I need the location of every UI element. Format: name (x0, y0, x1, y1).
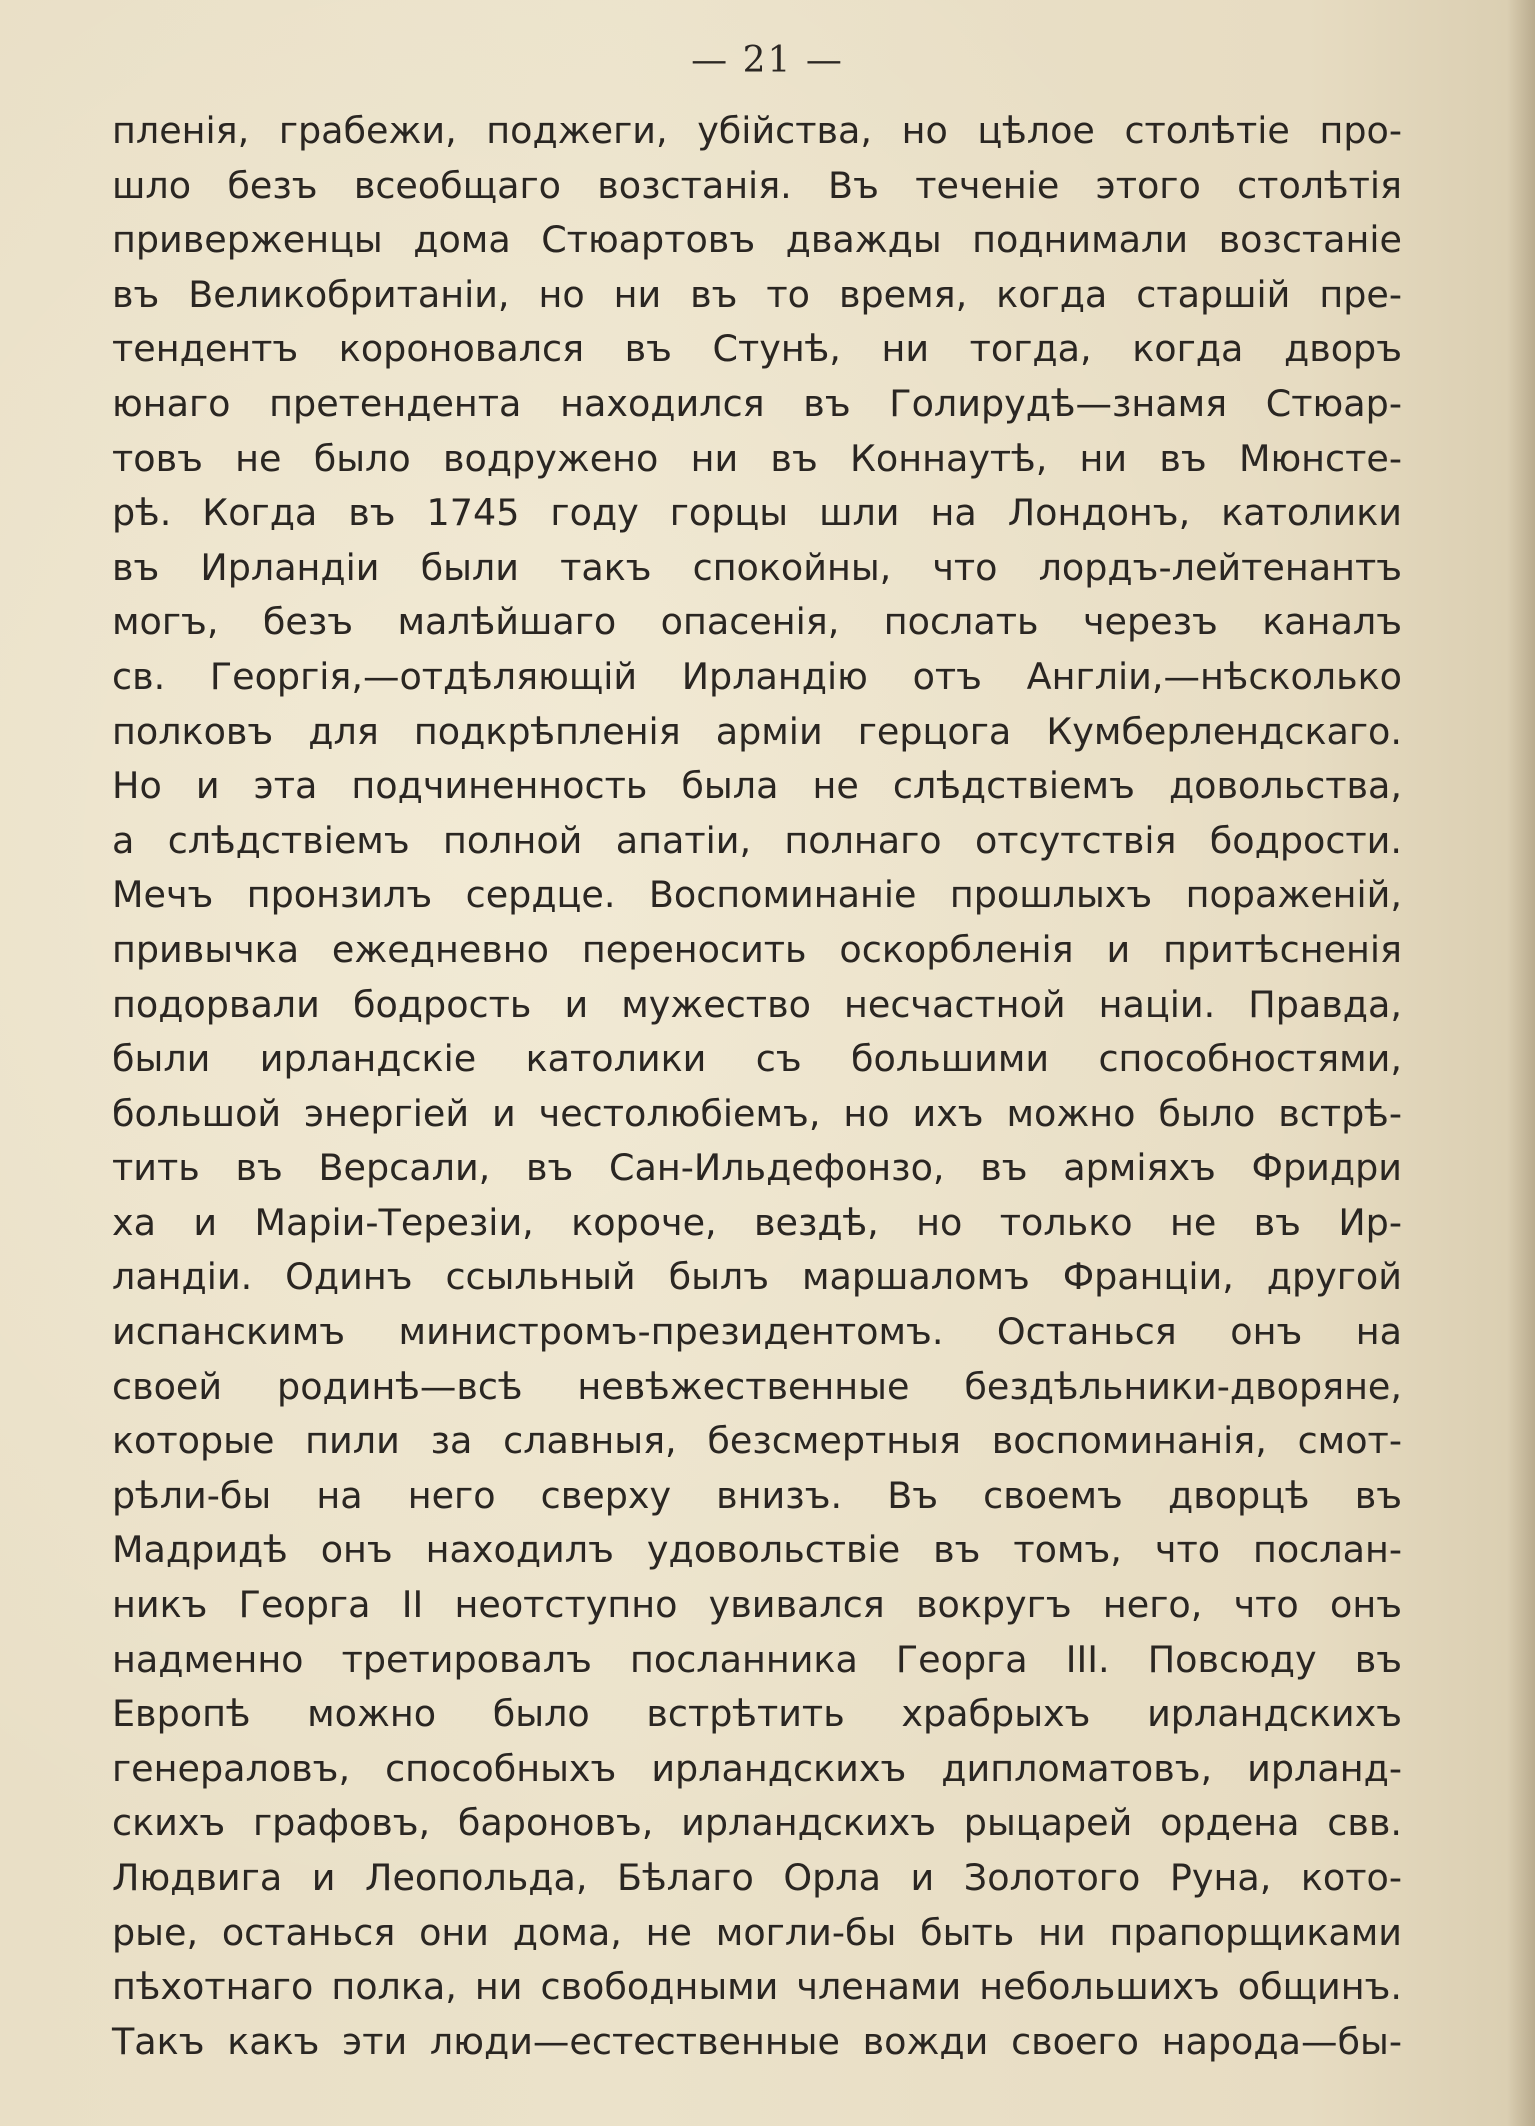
text-line: въ Великобританіи, но ни въ то время, когда старшій пре- (112, 272, 1402, 316)
text-line: были ирландскіе католики съ большими способностями, (112, 1037, 1402, 1081)
text-line: генераловъ, способныхъ ирландскихъ дипломатовъ, ирланд- (112, 1746, 1402, 1790)
text-line: шло безъ всеобщаго возстанія. Въ теченіе этого столѣтія (112, 163, 1402, 207)
page-number: — 21 — (691, 40, 844, 81)
text-line: св. Георгія,—отдѣляющій Ирландію отъ Англіи,—нѣсколько (112, 654, 1402, 698)
text-line: Такъ какъ эти люди—естественные вожди своего народа—бы- (112, 2019, 1402, 2063)
text-line: а слѣдствіемъ полной апатіи, полнаго отсутствія бодрости. (112, 818, 1402, 862)
text-line: тить въ Версали, въ Сан-Ильдефонзо, въ арміяхъ Фридри (112, 1146, 1402, 1190)
text-line: рѣли-бы на него сверху внизъ. Въ своемъ дворцѣ въ (112, 1473, 1402, 1517)
text-line: въ Ирландіи были такъ спокойны, что лордъ-лейтенантъ (112, 545, 1402, 589)
text-line: Мадридѣ онъ находилъ удовольствіе въ томъ, что послан- (112, 1528, 1402, 1572)
text-line: рѣ. Когда въ 1745 году горцы шли на Лондонъ, католики (112, 491, 1402, 535)
text-line: ха и Маріи-Терезіи, короче, вездѣ, но только не въ Ир- (112, 1200, 1402, 1244)
text-line: Людвига и Леопольда, Бѣлаго Орла и Золотого Руна, кото- (112, 1856, 1402, 1899)
text-line: могъ, безъ малѣйшаго опасенія, послать черезъ каналъ (112, 600, 1402, 644)
text-line: товъ не было водружено ни въ Коннаутѣ, ни въ Мюнсте- (112, 436, 1402, 480)
body-text (112, 104, 1402, 2069)
page-edge-shadow (1507, 0, 1535, 2126)
text-line: подорвали бодрость и мужество несчастной націи. Правда, (112, 982, 1402, 1026)
text-line: своей родинѣ—всѣ невѣжественные бездѣльники-дворяне, (112, 1364, 1402, 1408)
text-line: испанскимъ министромъ-президентомъ. Останься онъ на (112, 1310, 1402, 1354)
text-line: приверженцы дома Стюартовъ дважды поднимали возстаніе (112, 218, 1402, 262)
text-line: надменно третировалъ посланника Георга III. Повсюду въ (112, 1637, 1402, 1681)
text-line: пѣхотнаго полка, ни свободными членами небольшихъ общинъ. (112, 1965, 1402, 2009)
text-line: большой энергіей и честолюбіемъ, но ихъ можно было встрѣ- (112, 1091, 1402, 1135)
text-line: Мечъ пронзилъ сердце. Воспоминаніе прошлыхъ пораженій, (112, 873, 1402, 917)
text-line: скихъ графовъ, бароновъ, ирландскихъ рыцарей ордена свв. (112, 1801, 1402, 1845)
text-line: рые, останься они дома, не могли-бы быть ни прапорщиками (112, 1910, 1402, 1954)
text-line: Европѣ можно было встрѣтить храбрыхъ ирландскихъ (112, 1692, 1402, 1736)
text-line: полковъ для подкрѣпленія арміи герцога Кумберлендскаго. (112, 709, 1402, 753)
text-line: Но и эта подчиненность была не слѣдствіемъ довольства, (112, 764, 1402, 808)
text-line: юнаго претендента находился въ Голирудѣ—знамя Стюар- (112, 381, 1402, 425)
text-line: которые пили за славныя, безсмертныя воспоминанія, смот- (112, 1419, 1402, 1463)
text-line: пленія, грабежи, поджеги, убійства, но цѣлое столѣтіе про- (112, 109, 1402, 152)
text-line: ландіи. Одинъ ссыльный былъ маршаломъ Франціи, другой (112, 1255, 1402, 1299)
text-line: тендентъ короновался въ Стунѣ, ни тогда, когда дворъ (112, 327, 1402, 371)
text-line: никъ Георга II неотступно увивался вокругъ него, что онъ (112, 1583, 1402, 1627)
text-line: привычка ежедневно переносить оскорбленія и притѣсненія (112, 927, 1402, 971)
